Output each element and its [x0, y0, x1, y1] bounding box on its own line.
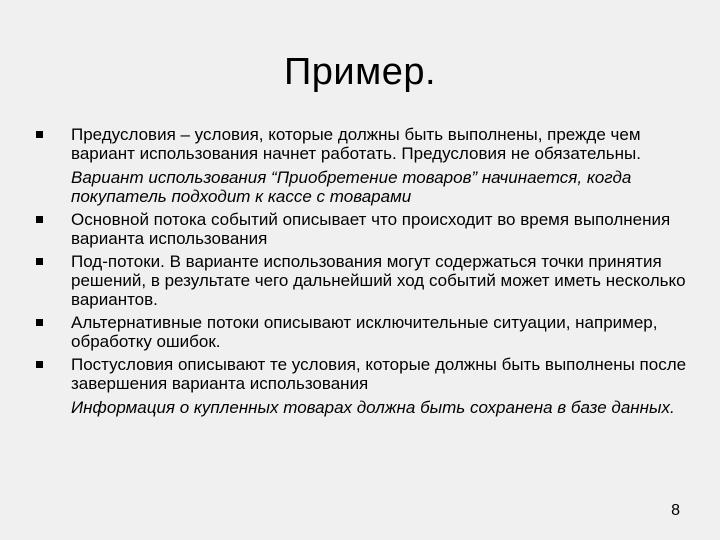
square-bullet-icon	[36, 131, 43, 138]
bullet-item-postconditions	[34, 355, 694, 393]
page-number: 8	[671, 502, 680, 519]
bullet-text: Постусловия описывают те условия, которые должны быть выполнены после завершения варианта использования	[71, 355, 687, 393]
bullet-item-alternative-flows	[34, 313, 694, 351]
bullet-list	[34, 125, 694, 421]
bullet-text: Под-потоки. В варианте использования могут содержаться точки принятия решений, в результате чего дальнейший ход событий может иметь несколько вариантов.	[71, 252, 686, 309]
bullet-text: Предусловия – условия, которые должны быть выполнены, прежде чем вариант использования начнет работать. Предусловия не обязательны.	[71, 125, 641, 163]
bullet-item-main-flow	[34, 210, 694, 248]
bullet-item-subflows	[34, 252, 694, 309]
square-bullet-icon	[36, 258, 43, 265]
bullet-text: Альтернативные потоки описывают исключительные ситуации, например, обработку ошибок.	[71, 313, 658, 351]
square-bullet-icon	[36, 361, 43, 368]
example-text: Информация о купленных товарах должна быть сохранена в базе данных.	[71, 398, 675, 417]
slide-title: Пример.	[283, 51, 437, 93]
square-bullet-icon	[36, 319, 43, 326]
bullet-item-preconditions	[34, 125, 694, 163]
example-text: Вариант использования “Приобретение товаров” начинается, когда покупатель подходит к кассе с товарами	[71, 168, 632, 206]
bullet-text: Основной потока событий описывает что происходит во время выполнения варианта использования	[71, 210, 671, 248]
square-bullet-icon	[36, 216, 43, 223]
